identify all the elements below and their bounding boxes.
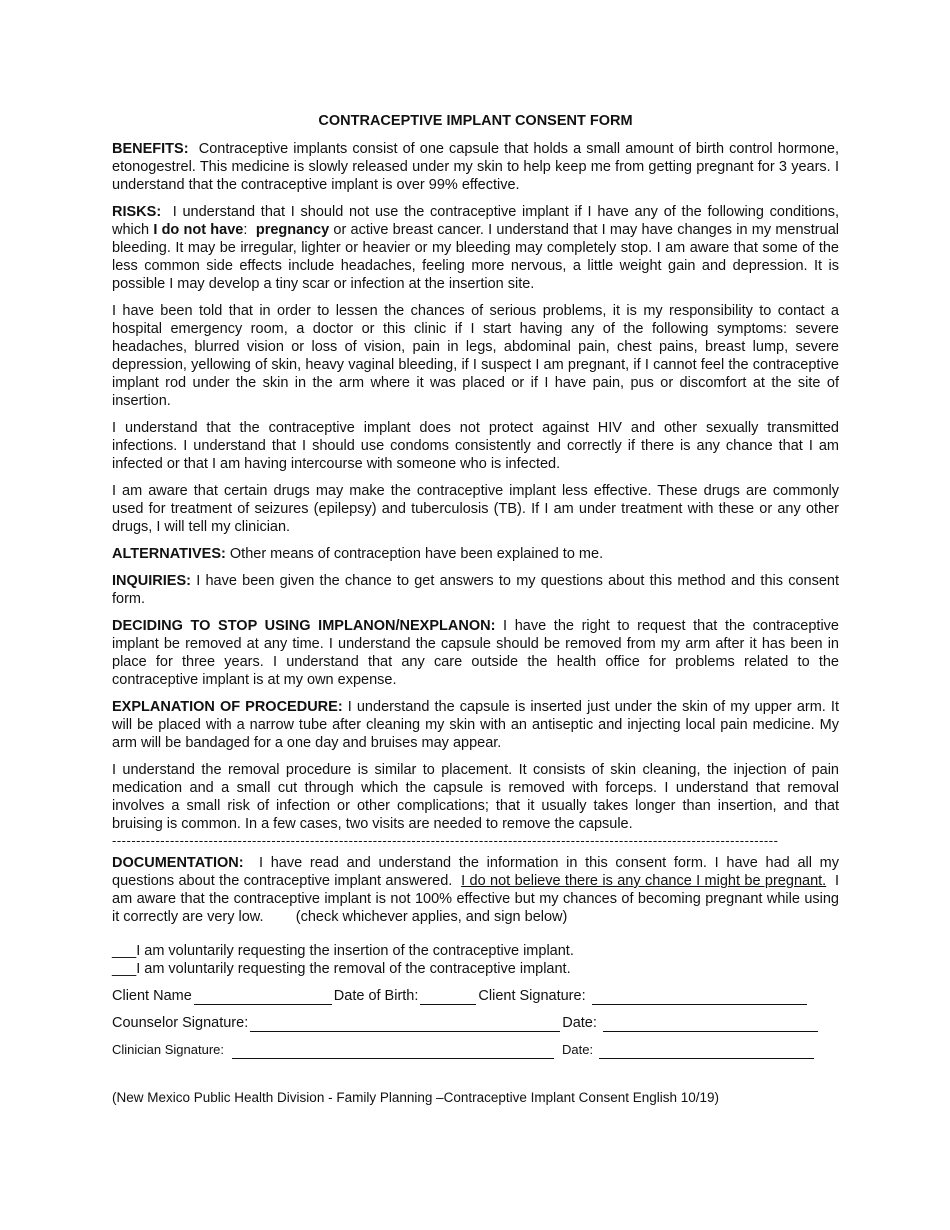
- section-divider: ------------------------------------------------------------------------------------------------------------------------------------------: [112, 834, 779, 848]
- documentation-section: [112, 854, 839, 926]
- risks-heading: RISKS:: [112, 204, 162, 220]
- benefits-section: [112, 140, 839, 194]
- documentation-underlined: I do not believe there is any chance I might be pregnant.: [461, 873, 827, 889]
- clinician-date-field[interactable]: [599, 1044, 814, 1059]
- counselor-signature-label: Counselor Signature:: [112, 1015, 249, 1031]
- removal-checkbox-blank[interactable]: ___: [112, 961, 137, 977]
- benefits-text: Contraceptive implants consist of one capsule that holds a small amount of birth control hormone, etonogestrel. This medicine is slowly released under my skin to help keep me from getting pregnant for 3 years. I understand that the contraceptive implant is over 99% effective.: [112, 141, 839, 193]
- symptoms-paragraph: I have been told that in order to lessen the chances of serious problems, it is my responsibility to contact a hospital emergency room, a doctor or this clinic if I start having any of the following symptoms: severe headaches, blurred vision or loss of vision, pain in legs, abdominal pain, chest pains, breast lump, severe depression, yellowing of skin, heavy vaginal bleeding, if I suspect I am pregnant, if I cannot feel the contraceptive implant rod under the skin in the arm where it was placed or if I have pain, pus or discomfort at the site of insertion.: [112, 303, 839, 409]
- removal-option[interactable]: [112, 960, 839, 978]
- documentation-text-2: I am aware that the contraceptive implant is not 100% effective but my chances of becoming pregnant while using it correctly are very low.: [112, 873, 840, 925]
- insertion-checkbox-blank[interactable]: ___: [112, 943, 137, 959]
- insertion-option-label: I am voluntarily requesting the insertion of the contraceptive implant.: [136, 943, 574, 959]
- removal-option-label: I am voluntarily requesting the removal of the contraceptive implant.: [136, 961, 571, 977]
- date-of-birth-field[interactable]: [420, 990, 476, 1005]
- deciding-heading: DECIDING TO STOP USING IMPLANON/NEXPLANON:: [112, 618, 496, 634]
- counselor-date-label: Date:: [562, 1015, 597, 1031]
- hiv-paragraph: I understand that the contraceptive implant does not protect against HIV and other sexually transmitted infections. I understand that I should use condoms consistently and correctly if there is any chance that I am infected or that I am having intercourse with someone who is infected.: [112, 420, 839, 472]
- clinician-signature-row: [112, 1041, 839, 1059]
- risks-section: [112, 203, 839, 293]
- documentation-instruction: (check whichever applies, and sign below): [295, 909, 568, 925]
- client-name-field[interactable]: [194, 990, 332, 1005]
- date-of-birth-label: Date of Birth:: [333, 988, 419, 1004]
- explanation-section: [112, 698, 839, 752]
- inquiries-section: [112, 572, 839, 608]
- alternatives-heading: ALTERNATIVES:: [112, 546, 226, 562]
- counselor-signature-field[interactable]: [250, 1017, 560, 1032]
- counselor-signature-row: [112, 1014, 839, 1032]
- risks-sep: :: [243, 222, 248, 238]
- inquiries-text: I have been given the chance to get answers to my questions about this method and this consent form.: [112, 573, 839, 607]
- deciding-text: I have the right to request that the contraceptive implant be removed at any time. I understand the capsule should be removed from my arm after it has been in place for three years. I understand that any care outside the health office for problems related to the contraceptive implant is at my own expense.: [112, 618, 839, 688]
- explanation-heading: EXPLANATION OF PROCEDURE:: [112, 699, 343, 715]
- form-footer: (New Mexico Public Health Division - Family Planning –Contraceptive Implant Consent English 10/19): [112, 1090, 720, 1105]
- client-signature-label: Client Signature:: [478, 988, 586, 1004]
- client-name-label: Client Name: [112, 988, 192, 1004]
- drugs-paragraph: I am aware that certain drugs may make the contraceptive implant less effective. These drugs are commonly used for treatment of seizures (epilepsy) and tuberculosis (TB). If I am under treatment with these or any other drugs, I will tell my clinician.: [112, 483, 839, 535]
- consent-form-page: [112, 112, 839, 1107]
- documentation-text-1: I have read and understand the information in this consent form. I have had all my questions about the contraceptive implant answered.: [112, 855, 840, 889]
- deciding-section: [112, 617, 839, 689]
- documentation-heading: DOCUMENTATION:: [112, 855, 244, 871]
- page-title: CONTRACEPTIVE IMPLANT CONSENT FORM: [318, 113, 633, 129]
- removal-paragraph: I understand the removal procedure is similar to placement. It consists of skin cleaning, the injection of pain medication and a small cut through which the capsule is removed with forceps. I understand that removal involves a small risk of infection or other complications; that it usually takes longer than insertion, and that bruising is common. In a few cases, two visits are needed to remove the capsule.: [112, 762, 839, 832]
- risks-text-2: or active breast cancer. I understand that I may have changes in my menstrual bleeding. It may be irregular, lighter or heavier or my bleeding may completely stop. I am aware that some of the less common side effects include headaches, feeling more nervous, a little weight gain and depression. It is possible I may develop a tiny scar or infection at the insertion site.: [112, 222, 839, 292]
- benefits-heading: BENEFITS:: [112, 141, 189, 157]
- clinician-signature-field[interactable]: [232, 1044, 554, 1059]
- risks-bold-1: I do not have: [153, 222, 244, 238]
- alternatives-section: [112, 545, 839, 563]
- clinician-signature-label: Clinician Signature:: [112, 1042, 225, 1057]
- client-signature-field[interactable]: [592, 990, 807, 1005]
- explanation-text: I understand the capsule is inserted just under the skin of my upper arm. It will be placed with a narrow tube after cleaning my skin with an antiseptic and injecting local pain medicine. My arm will be bandaged for a one day and bruises may appear.: [112, 699, 839, 751]
- client-signature-row: [112, 987, 839, 1005]
- inquiries-heading: INQUIRIES:: [112, 573, 191, 589]
- insertion-option[interactable]: [112, 942, 839, 960]
- risks-bold-2: pregnancy: [255, 222, 330, 238]
- request-options: [112, 942, 839, 978]
- clinician-date-label: Date:: [562, 1042, 594, 1057]
- risks-text-1: I understand that I should not use the contraceptive implant if I have any of the following conditions, which: [112, 204, 839, 238]
- alternatives-text: Other means of contraception have been explained to me.: [229, 546, 604, 562]
- counselor-date-field[interactable]: [603, 1017, 818, 1032]
